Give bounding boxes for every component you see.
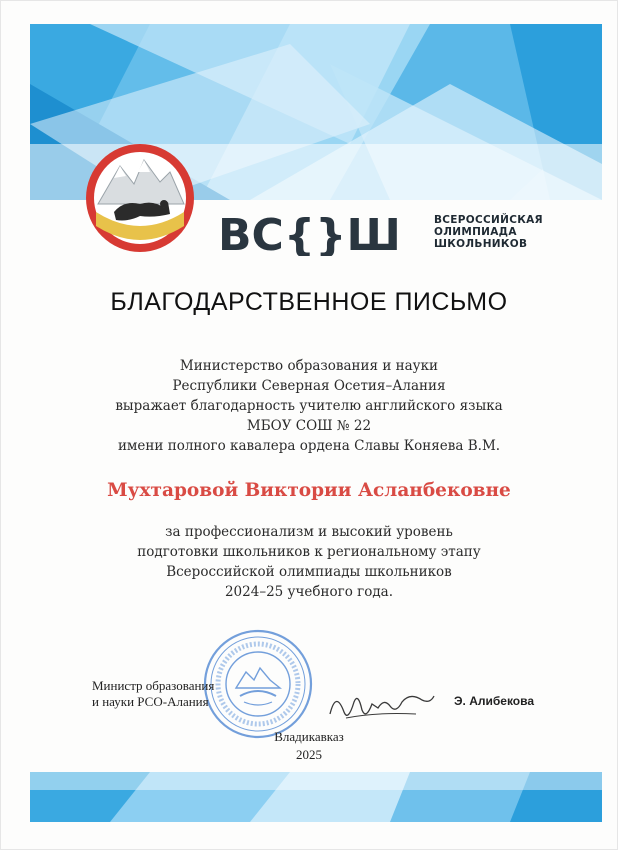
reason-line: 2024–25 учебного года. [224, 584, 394, 600]
minister-position [92, 678, 214, 710]
official-stamp [202, 628, 314, 740]
intro-line: Республики Северная Осетия–Алания [172, 378, 446, 394]
document-title: БЛАГОДАРСТВЕННОЕ ПИСЬМО [110, 288, 508, 316]
reason-line: Всероссийской олимпиады школьников [166, 564, 452, 580]
vsosh-caption-line: ШКОЛЬНИКОВ [434, 238, 528, 250]
reason-text [0, 522, 618, 602]
vsosh-wordmark: ВС{}Ш [218, 212, 401, 256]
vsosh-logo [218, 212, 416, 256]
signer-name: Э. Алибекова [454, 694, 535, 708]
recipient-name: Мухтаровой Виктории Асланбековне [107, 480, 511, 501]
intro-line: выражает благодарность учителю английского языка [115, 398, 503, 414]
intro-line: Министерство образования и науки [179, 358, 439, 374]
place-and-year [0, 728, 618, 764]
bottom-banner [30, 772, 602, 822]
reason-line: за профессионализм и высокий уровень [165, 524, 453, 540]
vsosh-caption [434, 214, 543, 250]
reason-line: подготовки школьников к региональному этапу [137, 544, 481, 560]
minister-position-line: и науки РСО-Алания [92, 694, 209, 709]
place: Владикавказ [274, 729, 344, 744]
year: 2025 [296, 747, 322, 762]
north-ossetia-emblem [84, 142, 196, 254]
intro-line: МБОУ СОШ № 22 [246, 418, 372, 434]
minister-position-line: Министр образования [92, 678, 215, 693]
intro-line: имени полного кавалера ордена Славы Коняева В.М. [117, 438, 501, 454]
intro-text [0, 356, 618, 456]
vsosh-caption-line: ВСЕРОССИЙСКАЯ [434, 214, 543, 226]
handwritten-signature [326, 684, 436, 728]
vsosh-caption-line: ОЛИМПИАДА [434, 226, 517, 238]
